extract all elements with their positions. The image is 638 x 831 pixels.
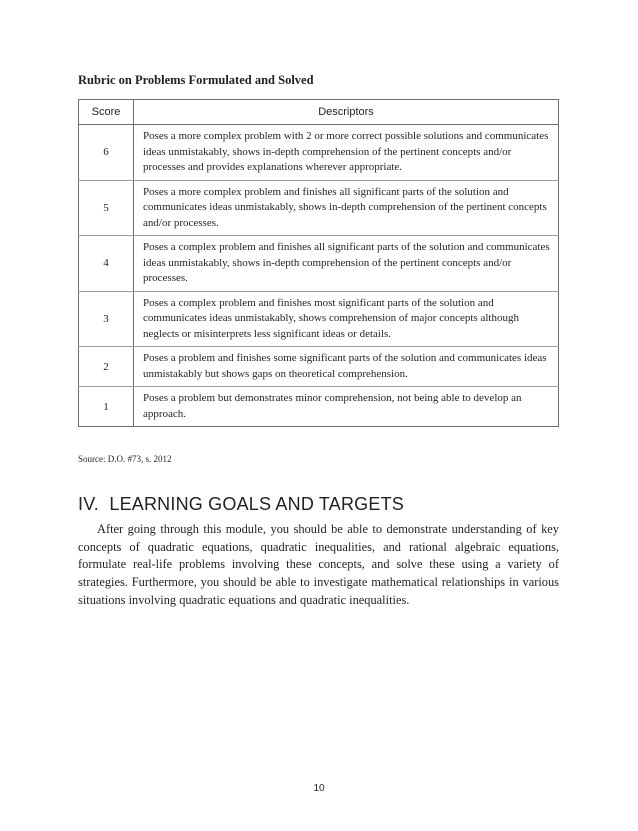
rubric-table bbox=[78, 99, 559, 427]
descriptors-column-header: Descriptors bbox=[134, 100, 559, 125]
table-row bbox=[79, 291, 559, 347]
body-paragraph: After going through this module, you should be able to demonstrate understanding of key concepts of quadratic equations, quadratic inequalities, and rational algebraic equations, formulate real-life problems involving these concepts, and solve these using a variety of strategies. Furthermore, you should be able to investigate mathematical relationships in various situations involving quadratic equations and quadratic inequalities. bbox=[78, 522, 559, 607]
descriptor-cell: Poses a complex problem and finishes all significant parts of the solution and communicates ideas unmistakably, shows in-depth comprehension of the pertinent concepts and/or processes. bbox=[134, 236, 559, 292]
score-cell: 5 bbox=[79, 180, 134, 236]
page-number: 10 bbox=[313, 783, 325, 794]
score-column-header: Score bbox=[79, 100, 134, 125]
table-row bbox=[79, 347, 559, 387]
descriptor-cell: Poses a more complex problem and finishes all significant parts of the solution and communicates ideas unmistakably, shows in-depth comprehension of the pertinent concepts and/or processes. bbox=[134, 180, 559, 236]
source-note: Source: D.O. #73, s. 2012 bbox=[78, 454, 172, 464]
score-cell: 6 bbox=[79, 125, 134, 181]
score-cell: 2 bbox=[79, 347, 134, 387]
descriptor-cell: Poses a problem and finishes some significant parts of the solution and communicates ideas unmistakably but shows gaps on theoretical comprehension. bbox=[134, 347, 559, 387]
rubric-title: Rubric on Problems Formulated and Solved bbox=[78, 73, 314, 87]
table-row bbox=[79, 125, 559, 181]
score-cell: 4 bbox=[79, 236, 134, 292]
score-cell: 1 bbox=[79, 387, 134, 427]
table-row bbox=[79, 180, 559, 236]
table-row bbox=[79, 236, 559, 292]
section-heading: IV. LEARNING GOALS AND TARGETS bbox=[78, 494, 404, 514]
descriptor-cell: Poses a complex problem and finishes most significant parts of the solution and communicates ideas unmistakably, shows comprehension of major concepts although neglects or misinterprets less significant ideas or details. bbox=[134, 291, 559, 347]
descriptor-cell: Poses a more complex problem with 2 or more correct possible solutions and communicates ideas unmistakably, shows in-depth comprehension of the pertinent concepts and/or processes and provides explanations wherever appropriate. bbox=[134, 125, 559, 181]
table-row bbox=[79, 387, 559, 427]
score-cell: 3 bbox=[79, 291, 134, 347]
descriptor-cell: Poses a problem but demonstrates minor comprehension, not being able to develop an approach. bbox=[143, 392, 522, 420]
table-header-row bbox=[79, 100, 559, 125]
